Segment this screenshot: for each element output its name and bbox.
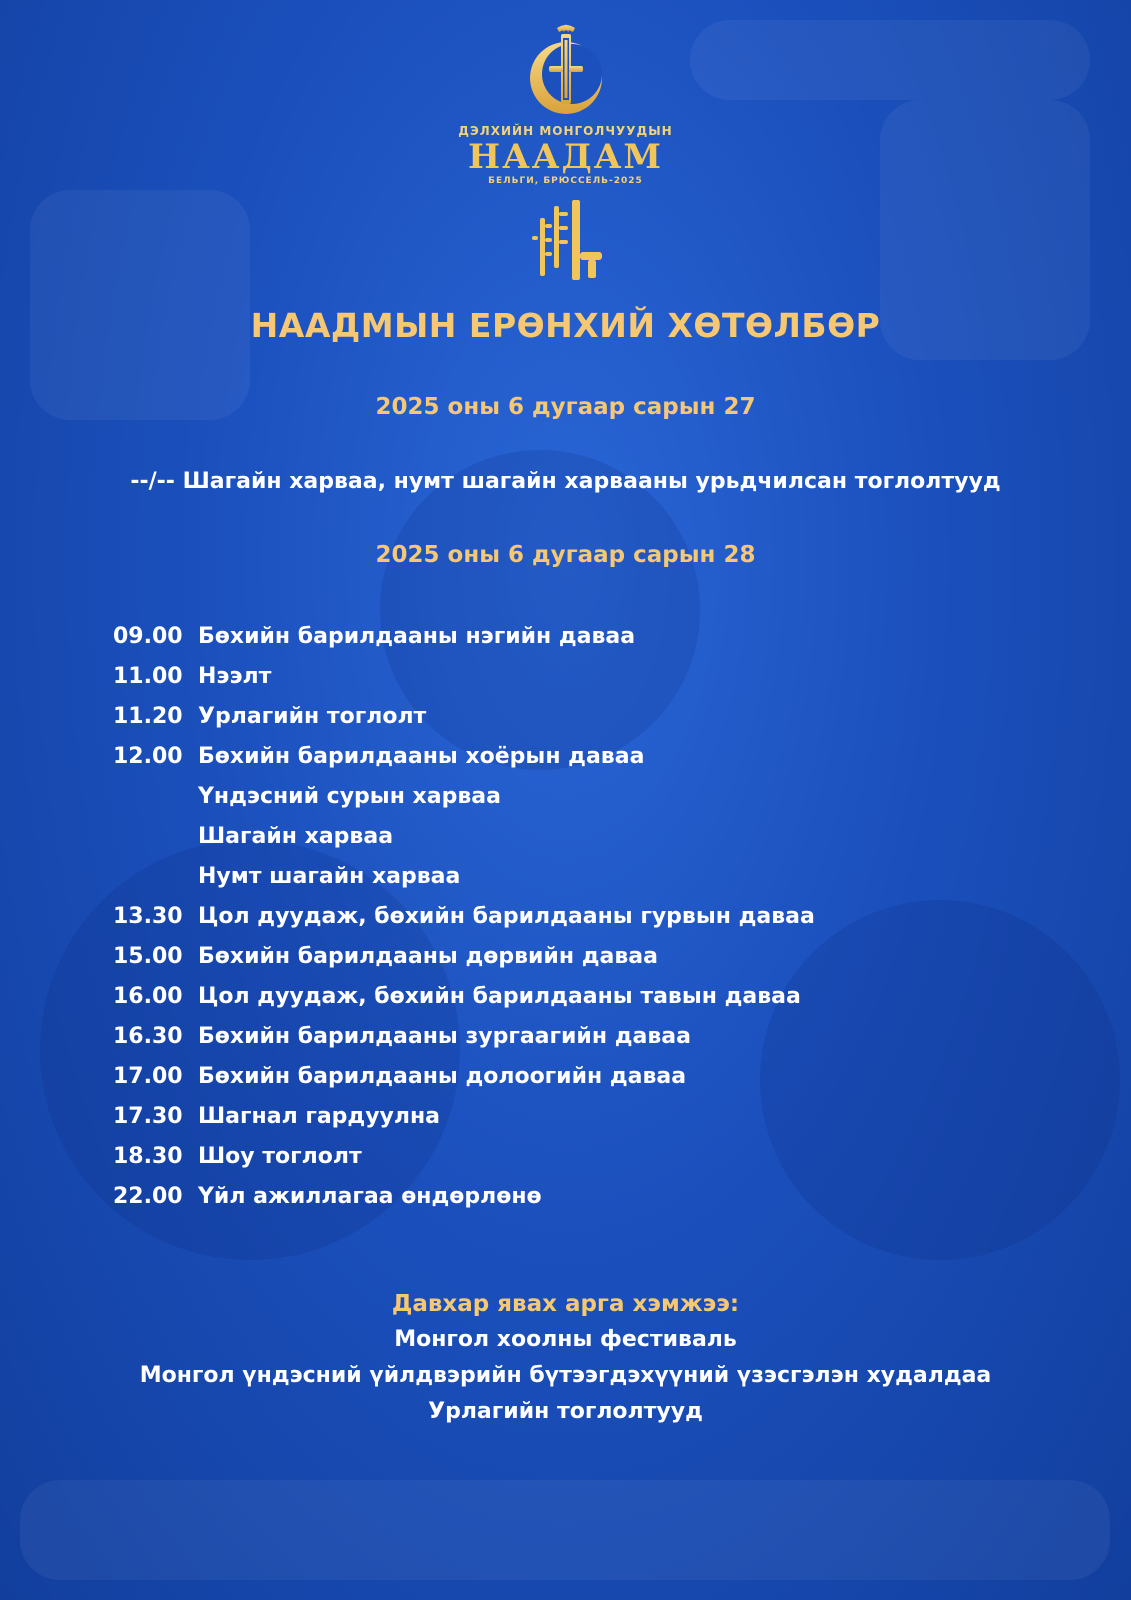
side-events <box>0 1286 1131 1430</box>
schedule-activity: Нээлт <box>198 664 272 689</box>
schedule-time: 13.30 <box>113 904 183 929</box>
schedule-list <box>113 617 815 1217</box>
schedule-time: 09.00 <box>113 624 183 649</box>
schedule-activity: Үндэсний сурын харваа <box>198 784 501 809</box>
mongolian-script-icon <box>526 196 606 284</box>
schedule-row <box>113 737 815 777</box>
side-event-item: Урлагийн тоглолтууд <box>428 1399 703 1424</box>
schedule-time: 16.30 <box>113 1024 183 1049</box>
schedule-row <box>113 1017 815 1057</box>
schedule-activity: Үйл ажиллагаа өндөрлөнө <box>198 1184 542 1209</box>
schedule-row <box>113 857 815 897</box>
day1-note: --/-- Шагайн харваа, нумт шагайн харвааны урьдчилсан тоглолтууд <box>130 469 1001 494</box>
schedule-row <box>113 897 815 937</box>
schedule-row <box>113 937 815 977</box>
schedule-time: 15.00 <box>113 944 183 969</box>
schedule-time: 16.00 <box>113 984 183 1009</box>
schedule-row <box>113 817 815 857</box>
schedule-activity: Бөхийн барилдааны хоёрын даваа <box>198 744 645 769</box>
schedule-row <box>113 777 815 817</box>
schedule-row <box>113 1097 815 1137</box>
schedule-activity: Шоу тоглолт <box>198 1144 362 1169</box>
schedule-time: 11.00 <box>113 664 183 689</box>
schedule-activity: Бөхийн барилдааны зургаагийн даваа <box>198 1024 691 1049</box>
soyombo-emblem-icon <box>525 20 607 118</box>
day2-date: 2025 оны 6 дугаар сарын 28 <box>375 542 756 568</box>
schedule-time: 17.30 <box>113 1104 183 1129</box>
schedule-row <box>113 697 815 737</box>
schedule-time: 22.00 <box>113 1184 183 1209</box>
logo-place: БЕЛЬГИ, БРЮССЕЛЬ-2025 <box>488 176 643 186</box>
bg-shape <box>20 1480 1110 1580</box>
schedule-activity: Бөхийн барилдааны дөрвийн даваа <box>198 944 658 969</box>
day1-date: 2025 оны 6 дугаар сарын 27 <box>375 394 756 420</box>
side-event-item: Монгол хоолны фестиваль <box>394 1327 737 1352</box>
schedule-activity: Шагайн харваа <box>198 824 394 849</box>
logo-subtitle: ДЭЛХИЙН МОНГОЛЧУУДЫН <box>458 124 673 138</box>
schedule-row <box>113 617 815 657</box>
schedule-activity: Шагнал гардуулна <box>198 1104 441 1129</box>
side-events-title: Давхар явах арга хэмжээ: <box>391 1291 740 1317</box>
schedule-activity: Нумт шагайн харваа <box>198 864 461 889</box>
schedule-time: 17.00 <box>113 1064 183 1089</box>
schedule-row <box>113 1177 815 1217</box>
schedule-time: 11.20 <box>113 704 183 729</box>
schedule-activity: Цол дуудаж, бөхийн барилдааны тавын даваа <box>198 984 801 1009</box>
schedule-activity: Урлагийн тоглолт <box>198 704 427 729</box>
side-event-item: Монгол үндэсний үйлдвэрийн бүтээгдэхүүний үзэсгэлэн худалдаа <box>139 1363 992 1388</box>
logo-name: НААДАМ <box>467 137 664 177</box>
schedule-row <box>113 977 815 1017</box>
festival-logo <box>0 20 1131 284</box>
schedule-activity: Бөхийн барилдааны нэгийн даваа <box>198 624 636 649</box>
schedule-time: 12.00 <box>113 744 183 769</box>
schedule-activity: Бөхийн барилдааны долоогийн даваа <box>198 1064 687 1089</box>
schedule-time: 18.30 <box>113 1144 183 1169</box>
schedule-row <box>113 1057 815 1097</box>
schedule-activity: Цол дуудаж, бөхийн барилдааны гурвын даваа <box>198 904 815 929</box>
schedule-row <box>113 1137 815 1177</box>
schedule-row <box>113 657 815 697</box>
page-title: НААДМЫН ЕРӨНХИЙ ХӨТӨЛБӨР <box>250 306 881 345</box>
